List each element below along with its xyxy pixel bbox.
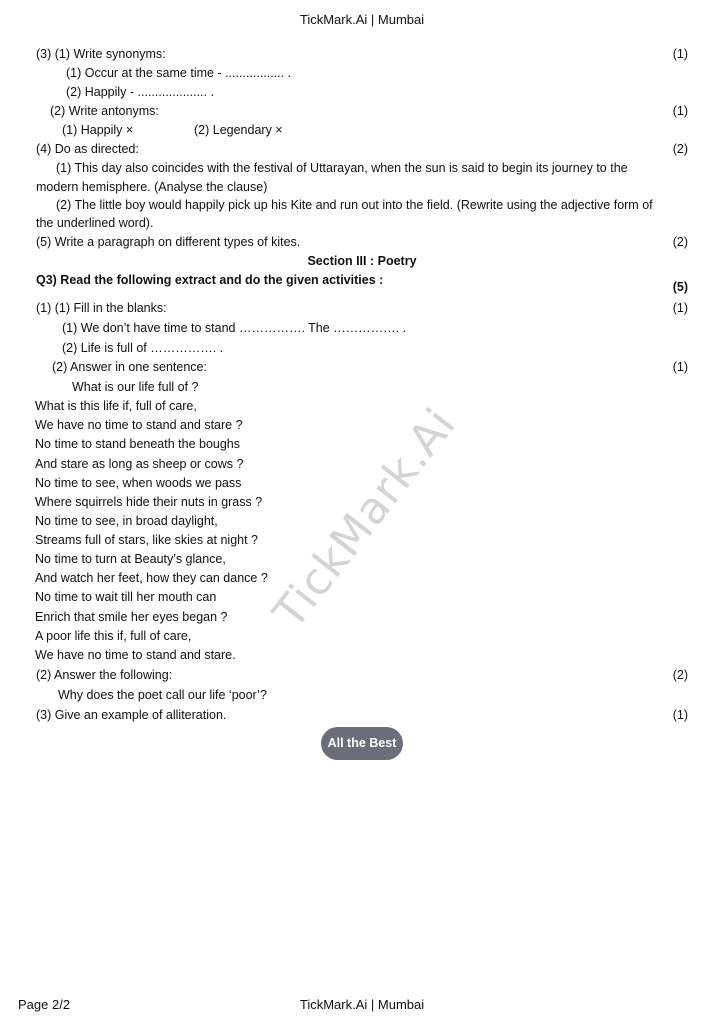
page-number: Page 2/2 — [18, 997, 71, 1012]
section-title: Section III : Poetry — [307, 254, 417, 268]
fill-blanks-label: (1) (1) Fill in the blanks: — [36, 301, 167, 315]
antonyms-marks: (1) — [672, 104, 688, 118]
directed-item-2-line-1: (2) The little boy would happily pick up his Kite and run out into the field. (Rewrite using the adjective form of — [56, 198, 653, 212]
synonym-item-2: (2) Happily - .................... . — [66, 85, 214, 99]
poem-line: No time to wait till her mouth can — [35, 590, 217, 604]
poem-line: No time to turn at Beauty’s glance, — [35, 552, 226, 566]
poem-line: And watch her feet, how they can dance ? — [35, 571, 268, 585]
answer-following-question: Why does the poet call our life ‘poor’? — [58, 688, 267, 702]
answer-following-marks: (2) — [672, 668, 688, 682]
poetry-marks: (5) — [672, 280, 688, 294]
blank-item-1: (1) We don’t have time to stand ……………. The ……………. . — [62, 321, 407, 335]
poem-line: And stare as long as sheep or cows ? — [35, 457, 244, 471]
antonyms-label: (2) Write antonyms: — [50, 104, 159, 118]
paragraph-question: (5) Write a paragraph on different types of kites. — [36, 235, 301, 249]
fill-blanks-marks: (1) — [672, 301, 688, 315]
do-as-directed-marks: (2) — [672, 142, 688, 156]
poem-line: No time to see, when woods we pass — [35, 476, 242, 490]
directed-item-1-line-1: (1) This day also coincides with the festival of Uttarayan, when the sun is said to begin its journey to the — [56, 161, 628, 175]
directed-item-1-line-2: modern hemisphere. (Analyse the clause) — [36, 180, 268, 194]
page-footer-title: TickMark.Ai | Mumbai — [299, 997, 425, 1012]
poem-line: Enrich that smile her eyes began ? — [35, 610, 228, 624]
alliteration-question: (3) Give an example of alliteration. — [36, 708, 227, 722]
alliteration-marks: (1) — [672, 708, 688, 722]
paragraph-marks: (2) — [672, 235, 688, 249]
synonyms-label: (3) (1) Write synonyms: — [36, 47, 166, 61]
page-header-title: TickMark.Ai | Mumbai — [299, 12, 425, 27]
poem-line: No time to stand beneath the boughs — [35, 437, 241, 451]
antonym-item-2: (2) Legendary × — [194, 123, 283, 137]
all-the-best-button[interactable]: All the Best — [321, 727, 403, 760]
watermark: TickMark.Ai — [263, 399, 467, 638]
poem-line: Streams full of stars, like skies at night ? — [35, 533, 259, 547]
poem-line: What is this life if, full of care, — [35, 399, 197, 413]
poem-line: Where squirrels hide their nuts in grass ? — [35, 495, 263, 509]
poem-line: No time to see, in broad daylight, — [35, 514, 218, 528]
poem-line: We have no time to stand and stare ? — [35, 418, 243, 432]
one-sentence-label: (2) Answer in one sentence: — [52, 360, 207, 374]
poetry-question: Q3) Read the following extract and do the given activities : — [36, 273, 384, 287]
do-as-directed-label: (4) Do as directed: — [36, 142, 139, 156]
poem-line: A poor life this if, full of care, — [35, 629, 192, 643]
poem-line: We have no time to stand and stare. — [35, 648, 236, 662]
answer-following-label: (2) Answer the following: — [36, 668, 173, 682]
one-sentence-question: What is our life full of ? — [72, 380, 199, 394]
blank-item-2: (2) Life is full of ……………. . — [62, 341, 224, 355]
synonym-item-1: (1) Occur at the same time - ................. . — [66, 66, 292, 80]
one-sentence-marks: (1) — [672, 360, 688, 374]
directed-item-2-line-2: the underlined word). — [36, 216, 154, 230]
synonyms-marks: (1) — [672, 47, 688, 61]
antonym-item-1: (1) Happily × — [62, 123, 134, 137]
